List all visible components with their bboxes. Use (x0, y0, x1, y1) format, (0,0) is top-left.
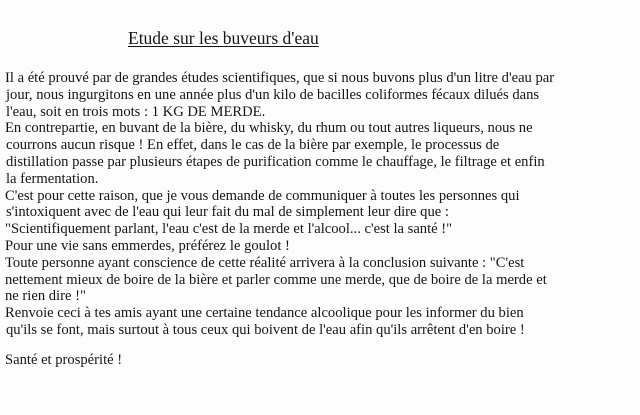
body-line: Renvoie ceci à tes amis ayant une certaine tendance alcoolique pour les informer du bien (5, 305, 524, 322)
body-line: nettement mieux de boire de la bière et parler comme une merde, que de boire de la merde et (5, 271, 547, 288)
body-line: l'eau, soit en trois mots : 1 KG DE MERDE. (6, 103, 266, 120)
document-body (5, 70, 637, 369)
body-line: la fermentation. (6, 170, 99, 187)
body-line: Pour une vie sans emmerdes, préférez le goulot ! (5, 237, 290, 254)
closing-line: Santé et prospérité ! (5, 351, 123, 368)
body-line: Toute personne ayant conscience de cette réalité arrivera à la conclusion suivante : "C'est (5, 254, 525, 271)
body-line: jour, nous ingurgitons en une année plus d'un kilo de bacilles coliformes fécaux dilués dans (6, 86, 540, 103)
body-line: "Scientifiquement parlant, l'eau c'est de la merde et l'alcool... c'est la santé !" (5, 221, 453, 238)
body-line: C'est pour cette raison, que je vous demande de communiquer à toutes les personnes qui (5, 187, 520, 204)
body-line: ne rien dire !" (5, 288, 86, 305)
body-line: qu'ils se font, mais surtout à tous ceux qui boivent de l'eau afin qu'ils arrêtent d'en boire ! (6, 321, 525, 338)
body-line: distillation passe par plusieurs étapes de purification comme le chauffage, le filtrage et enfin (6, 153, 545, 170)
paragraph-gap (5, 339, 637, 352)
body-line: Il a été prouvé par de grandes études scientifiques, que si nous buvons plus d'un litre d'eau par (5, 70, 555, 86)
body-line: courrons aucun risque ! En effet, dans le cas de la bière par exemple, le processus de (6, 137, 500, 154)
body-line: s'intoxiquent avec de l'eau qui leur fait du mal de simplement leur dire que : (6, 204, 449, 221)
document-title: Etude sur les buveurs d'eau (128, 28, 319, 48)
body-line: En contrepartie, en buvant de la bière, du whisky, du rhum ou tout autres liqueurs, nous ne (5, 120, 533, 137)
